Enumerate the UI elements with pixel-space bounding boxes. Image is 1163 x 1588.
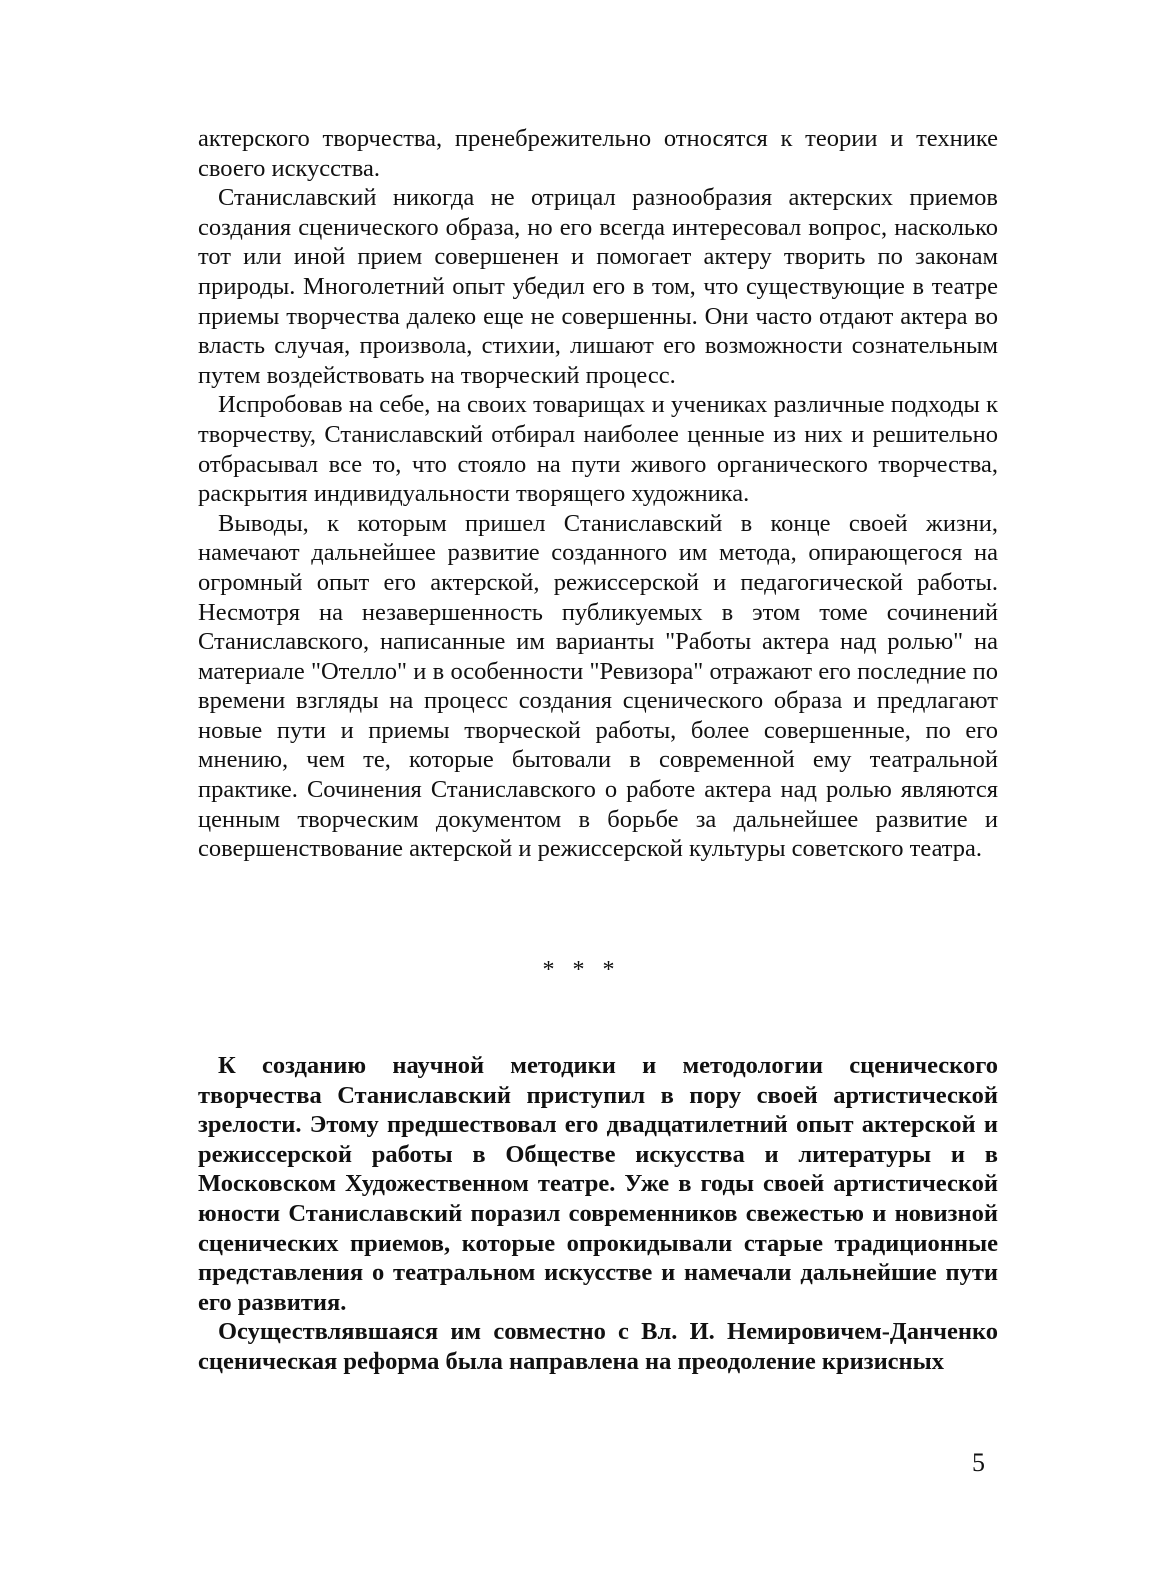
- section-separator: * * *: [542, 957, 621, 983]
- bold-text-section: [198, 1051, 998, 1377]
- paragraph-continuation: актерского творчества, пренебрежительно относятся к теории и технике своего искусства.: [198, 125, 998, 182]
- bold-paragraph: Осуществлявшаяся им совместно с Вл. И. Немировичем-Данченко сценическая реформа была направлена на преодоление кризисных: [198, 1318, 998, 1375]
- body-text-section: [198, 124, 998, 864]
- paragraph: Выводы, к которым пришел Станиславский в конце своей жизни, намечают дальнейшее развитие созданного им метода, опирающегося на огромный опыт его актерской, режиссерской и педагогической работы. Несмотря на незавершенность публикуемых в этом томе сочинений Станиславского, написанные им варианты "Работы актера над ролью" на материале "Отелло" и в особенности "Ревизора" отражают его последние по времени взгляды на процесс создания сценического образа и предлагают новые пути и приемы творческой работы, более совершенные, по его мнению, чем те, которые бытовали в современной ему театральной практике. Сочинения Станиславского о работе актера над ролью являются ценным творческим документом в борьбе за дальнейшее развитие и совершенствование актерской и режиссерской культуры советского театра.: [198, 509, 998, 863]
- page-number: 5: [972, 1448, 985, 1477]
- paragraph: Испробовав на себе, на своих товарищах и учениках различные подходы к творчеству, Станиславский отбирал наиболее ценные из них и решительно отбрасывал все то, что стояло на пути живого органического творчества, раскрытия индивидуальности творящего художника.: [198, 391, 998, 508]
- bold-paragraph: К созданию научной методики и методологии сценического творчества Станиславский приступил в пору своей артистической зрелости. Этому предшествовал его двадцатилетний опыт актерской и режиссерской работы в Обществе искусства и литературы и в Московском Художественном театре. Уже в годы своей артистической юности Станиславский поразил современников свежестью и новизной сценических приемов, которые опрокидывали старые традиционные представления о театральном искусстве и намечали дальнейшие пути его развития.: [198, 1052, 998, 1316]
- paragraph: Станиславский никогда не отрицал разнообразия актерских приемов создания сценического образа, но его всегда интересовал вопрос, насколько тот или иной прием совершенен и помогает актеру творить по законам природы. Многолетний опыт убедил его в том, что существующие в театре приемы творчества далеко еще не совершенны. Они часто отдают актера во власть случая, произвола, стихии, лишают его возможности сознательным путем воздействовать на творческий процесс.: [198, 184, 998, 389]
